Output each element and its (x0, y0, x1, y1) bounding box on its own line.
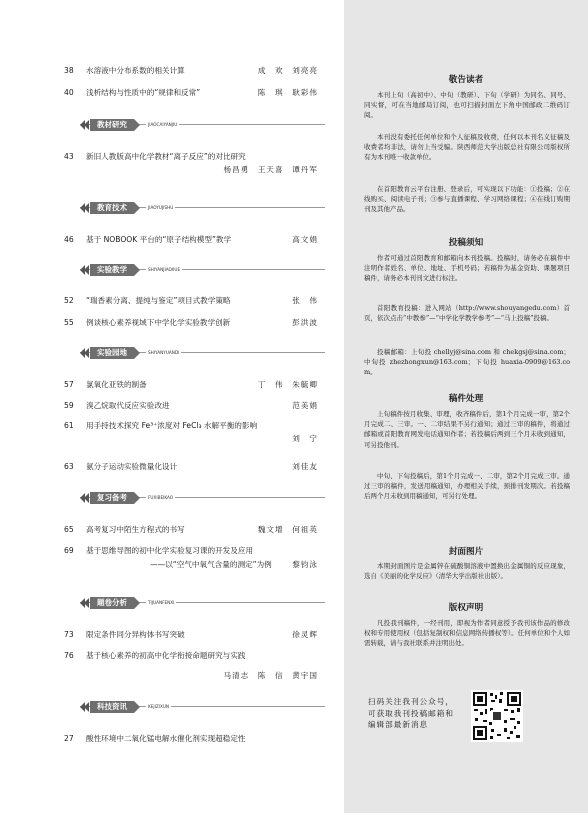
article-authors: 成 欢 刘亮亮 (257, 66, 318, 75)
section-header-shiyan (80, 264, 325, 276)
qr-caption: 扫码关注我刊公众号，可获取我刊投稿邮箱和编辑部最新消息 (368, 697, 454, 729)
page-number: 55 (64, 318, 74, 327)
section-label: 复习备考 (90, 492, 134, 504)
notice-paragraph: 投稿邮箱：上旬投 chellyj@sina.com 和 chekgsj@sina.com；中旬投 zhezhongxun@163.com；下旬投 huaxia-0909@163.com。 (364, 348, 570, 377)
section-pinyin: SHIYANYUANDI (148, 350, 180, 355)
page-number: 61 (64, 421, 74, 430)
article-title: 浅析结构与性质中的“规律和反常” (86, 88, 201, 97)
page-number: 57 (64, 380, 74, 389)
notice-sidebar (344, 0, 588, 813)
notice-heading: 敬告读者 (448, 75, 484, 85)
arrow-icon (80, 347, 90, 359)
notice-heading: 版权声明 (448, 603, 484, 613)
arrow-icon (80, 202, 90, 214)
article-title: 基于核心素养的初高中化学衔接命题研究与实践 (86, 651, 246, 660)
notice-paragraph: 本刊上旬（高初中）、中旬（教研）、下旬（学研）为同名、同号、同实督，可在当地邮局订阅，也可扫描封面左下角中国邮政二维码订阅。 (364, 91, 570, 120)
article-title: 基于 NOBOOK 平台的“原子结构模型”教学 (86, 235, 232, 244)
article-authors: 高文娟 (292, 235, 318, 244)
article-authors: 徐灵辉 (292, 630, 318, 639)
section-header-jiaocai (80, 119, 325, 131)
notice-paragraph: 本刊没有委托任何单位和个人征稿及收费，任何以本刊名义征稿及收费者均非法，请勿上当受骗。陕西师范大学出版总社有限公司版权所有为本刊唯一收款单位。 (364, 133, 570, 162)
arrow-icon (80, 597, 90, 609)
page-number: 27 (64, 734, 74, 743)
article-title: 限定条件同分异构体书写突破 (86, 630, 185, 639)
arrow-icon (80, 701, 90, 713)
article-subtitle: ——以“空气中氧气含量的测定”为例 (150, 560, 272, 569)
article-title: 酸性环境中二氧化锰电解水催化剂实现超稳定性 (86, 734, 246, 743)
page-number: 40 (64, 88, 74, 97)
article-authors: 马清志 陈 信 黄宇国 (223, 671, 318, 680)
article-title: 水溶液中分布系数的相关计算 (86, 66, 185, 75)
qr-code-icon[interactable] (471, 690, 523, 742)
section-label: 教育技术 (90, 202, 134, 214)
article-authors: 刘 宁 (292, 434, 318, 443)
section-header-tijuan (80, 597, 325, 609)
notice-paragraph: 凡投我刊稿件，一经刊用，即视为作者同意授予我刊该作品的修改权和专用使用权（包括复制权和信息网络传播权等）。任何单位和个人如需转载，请与我社联系并注明出处。 (364, 619, 570, 648)
section-pinyin: KEJIZIXUN (148, 704, 170, 709)
article-authors: 黎钧泳 (292, 560, 318, 569)
article-authors: 陈 琪 耿彩伟 (257, 88, 318, 97)
article-authors: 范美娟 (292, 401, 318, 410)
arrow-icon (80, 119, 90, 131)
article-title: 氯氧化亚铁的制备 (86, 380, 147, 389)
section-label: 题卷分析 (90, 597, 134, 609)
section-header-jiaoyu (80, 202, 325, 214)
arrow-icon (80, 264, 90, 276)
section-label: 科技资讯 (90, 701, 134, 713)
section-label: 实验教学 (90, 264, 134, 276)
page-number: 59 (64, 401, 74, 410)
section-pinyin: TIJUANFENXI (148, 600, 175, 605)
notice-paragraph: 首阳教育投稿：进入网站（http://www.shouyangedu.com）首页，依次点击“中教参”—“中学化学教学参考”—“马上投稿”投稿。 (364, 304, 570, 323)
page-number: 52 (64, 296, 74, 305)
notice-paragraph: 中旬、下旬投稿后，第1个月完成一、二审，第2个月完成三审。通过三审的稿件，发送用稿通知，办理相关手续，预排刊发期次。若投稿后两个月未收到用稿通知，可另行处理。 (364, 472, 570, 501)
section-label: 教材研究 (90, 119, 134, 131)
section-header-keji (80, 701, 325, 713)
article-title: 高考复习中陌生方程式的书写 (86, 525, 185, 534)
page-number: 46 (64, 235, 74, 244)
article-title: 溴乙烷取代反应实验改进 (86, 401, 170, 410)
section-header-yuandi (80, 347, 325, 359)
section-pinyin: FUXIBEIKAO (148, 495, 174, 500)
article-authors: 魏文增 何祖英 (257, 525, 318, 534)
section-label: 实验园地 (90, 347, 134, 359)
page-number: 69 (64, 546, 74, 555)
section-pinyin: JIAOCAIYANJIU (148, 122, 178, 127)
page-number: 73 (64, 630, 74, 639)
page-number: 65 (64, 525, 74, 534)
article-title: 基于思维导图的初中化学实验复习课的开发及应用 (86, 546, 254, 555)
article-title: 用手持技术探究 Fe³⁺浓度对 FeCl₃ 水解平衡的影响 (86, 421, 258, 430)
article-title: “瑞香素分离、提纯与鉴定”项目式教学策略 (86, 296, 231, 305)
article-authors: 彭洪波 (292, 318, 318, 327)
page-number: 38 (64, 66, 74, 75)
notice-paragraph: 作者可通过首阳教育和邮箱向本刊投稿。投稿时，请务必在稿件中注明作者姓名、单位、地址、手机号码；若稿件为基金资助、课题项目稿件，请务必本刊刊文进行标注。 (364, 254, 570, 283)
article-authors: 张 伟 (292, 296, 318, 305)
section-pinyin: SHIYANJIAOXUE (148, 267, 181, 272)
page-number: 76 (64, 651, 74, 660)
page-number: 63 (64, 462, 74, 471)
article-authors: 杨昌勇 王天喜 谭丹军 (223, 165, 318, 174)
article-title: 氨分子运动实验微量化设计 (86, 462, 178, 471)
notice-heading: 封面图片 (448, 547, 484, 557)
article-title: 例谈核心素养视域下中学化学实验教学创新 (86, 318, 231, 327)
section-header-fuxi (80, 492, 325, 504)
notice-heading: 稿件处理 (448, 394, 484, 404)
page-number: 43 (64, 152, 74, 161)
notice-heading: 投稿须知 (448, 238, 484, 248)
article-title: 新旧人教版高中化学教材“离子反应”的对比研究 (86, 152, 246, 161)
qr-code-graphic (471, 690, 523, 742)
article-authors: 丁 伟 朱毓卿 (257, 380, 318, 389)
notice-paragraph: 在首阳教育云平台注册、登录后，可实现以下功能：①投稿；②在线购买、阅读电子刊；③参与直播课程、学习网络课程；④在线订购期刊及其他产品。 (364, 185, 570, 214)
notice-paragraph: 上旬稿件按月收集、审理，收齐稿件后，第1个月完成一审，第2个月完成二、三审。一、二审结果不另行通知；通过三审的稿件，将通过邮箱或首阳教育网发电话通知作者；若投稿后两到三个月未收到通知，可另投他刊。 (364, 410, 570, 449)
notice-paragraph: 本期封面图片是金属锌在硫酸铜溶液中置换出金属铜的反应现象，选自《美丽的化学反应》（清华大学出版社出版）。 (364, 562, 570, 581)
article-authors: 刘佳友 (292, 462, 318, 471)
section-pinyin: JIAOYUJISHU (148, 205, 174, 210)
arrow-icon (80, 492, 90, 504)
